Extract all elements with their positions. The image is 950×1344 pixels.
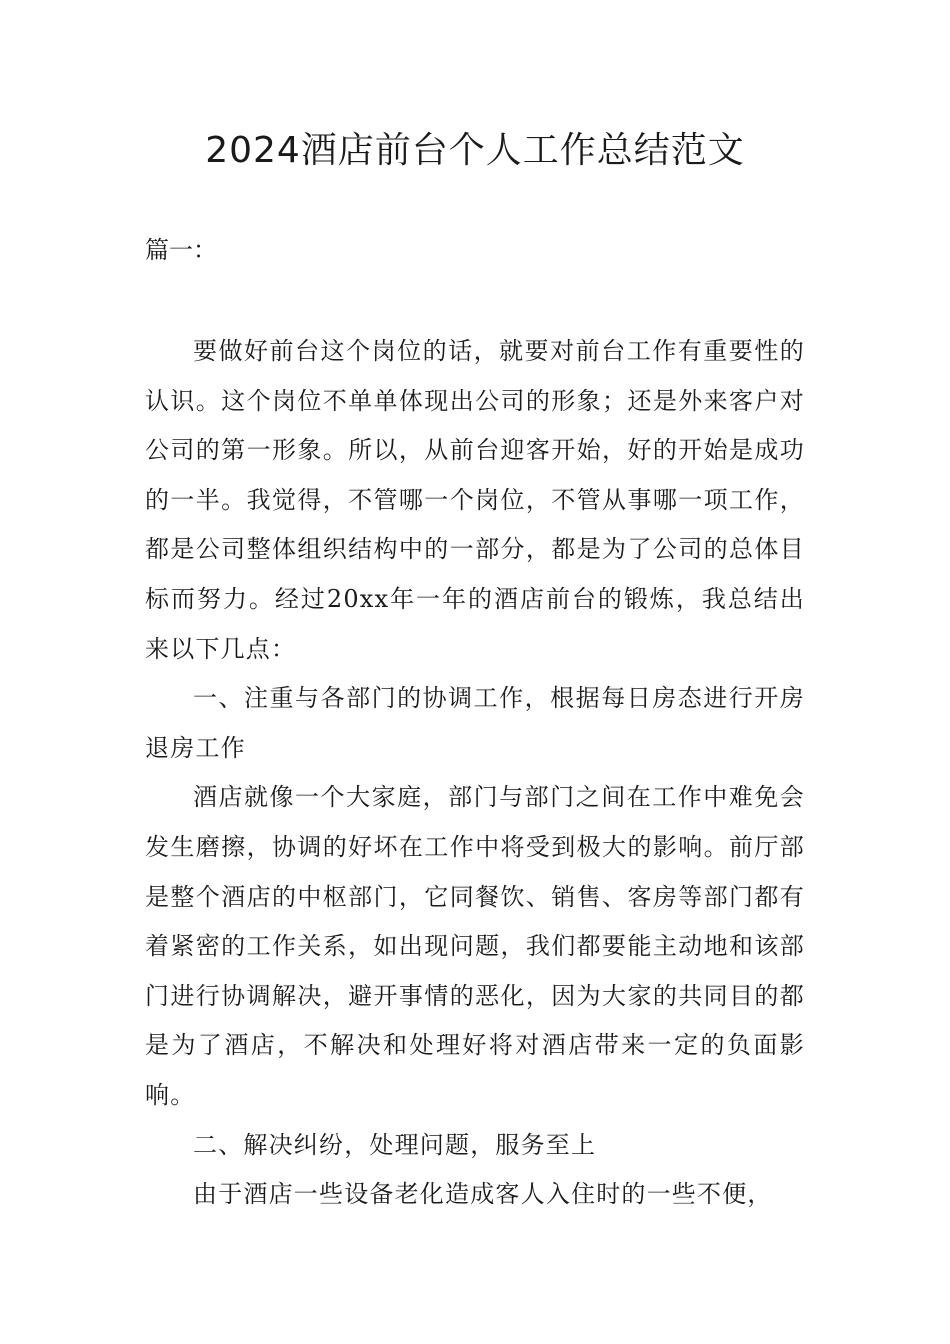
paragraph-heading-2: 二、解决纠纷，处理问题，服务至上 <box>193 1130 597 1159</box>
document-body <box>145 327 805 1220</box>
paragraph-heading-1: 一、注重与各部门的协调工作，根据每日房态进行开房退房工作 <box>145 684 805 762</box>
document-title: 2024酒店前台个人工作总结范文 <box>205 130 745 171</box>
paragraph-body-2: 由于酒店一些设备老化造成客人入住时的一些不便， <box>193 1180 773 1209</box>
section-label: 篇一： <box>145 236 217 264</box>
paragraph-intro: 要做好前台这个岗位的话，就要对前台工作有重要性的认识。这个岗位不单单体现出公司的形象；还是外来客户对公司的第一形象。所以，从前台迎客开始，好的开始是成功的一半。我觉得，不管哪一个岗位，不管从事哪一项工作，都是公司整体组织结构中的一部分，都是为了公司的总体目标而努力。经过20xx年一年的酒店前台的锻炼，我总结出来以下几点： <box>145 337 805 663</box>
paragraph-body-1: 酒店就像一个大家庭，部门与部门之间在工作中难免会发生磨擦，协调的好坏在工作中将受到极大的影响。前厅部是整个酒店的中枢部门，它同餐饮、销售、客房等部门都有着紧密的工作关系，如出现问题，我们都要能主动地和该部门进行协调解决，避开事情的恶化，因为大家的共同目的都是为了酒店，不解决和处理好将对酒店带来一定的负面影响。 <box>145 783 805 1109</box>
